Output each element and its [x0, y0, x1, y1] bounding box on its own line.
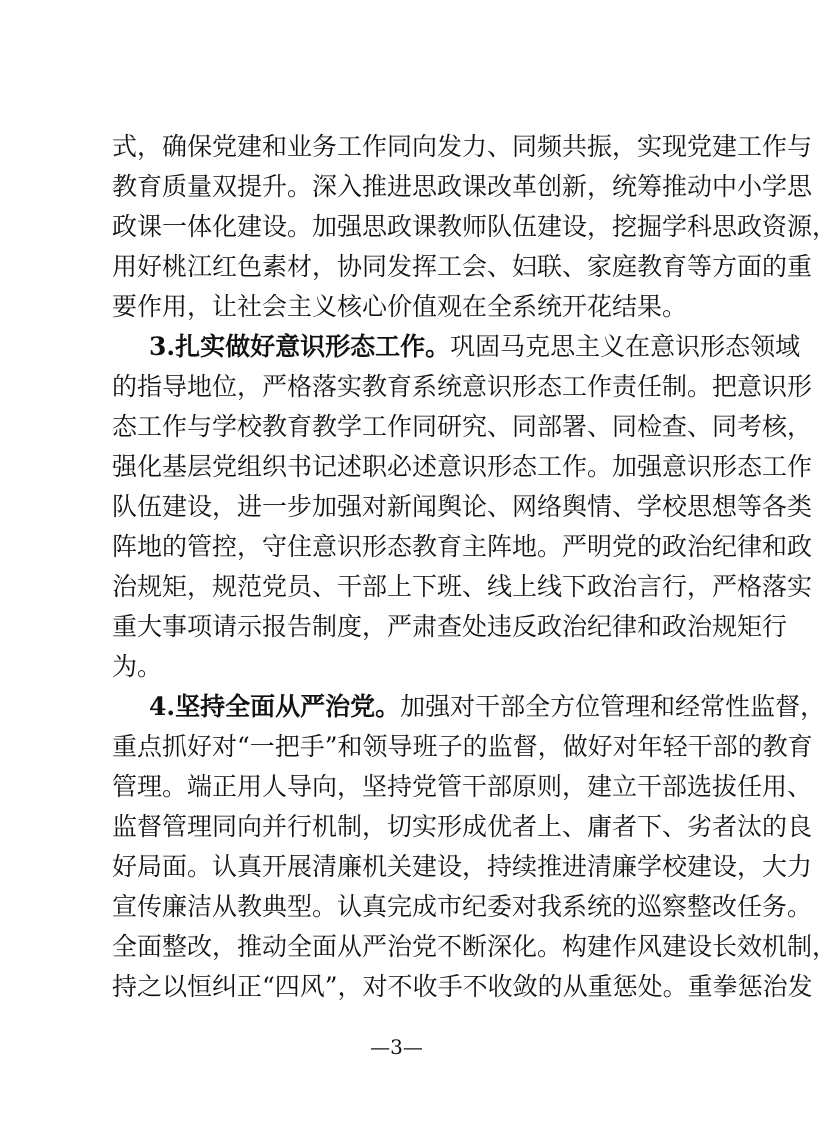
text-line: 重大事项请示报告制度，严肃查处违反政治纪律和政治规矩行 — [112, 612, 788, 641]
page-number: —3— — [370, 1035, 423, 1059]
paragraph-first-line — [112, 687, 826, 727]
section-heading-4: 4.坚持全面从严治党。 — [149, 692, 401, 721]
text-line: 宣传廉洁从教典型。认真完成市纪委对我系统的巡察整改任务。 — [112, 892, 813, 921]
text-line: 治规矩，规范党员、干部上下班、线上线下政治言行，严格落实 — [112, 572, 813, 601]
section-heading-3: 3.扎实做好意识形态工作。 — [149, 332, 451, 361]
paragraph-2 — [112, 327, 813, 687]
text-line: 的指导地位，严格落实教育系统意识形态工作责任制。把意识形 — [112, 372, 813, 401]
text-line: 队伍建设，进一步加强对新闻舆论、网络舆情、学校思想等各类 — [112, 492, 813, 521]
paragraph-3 — [112, 687, 837, 1007]
text-line: 强化基层党组织书记述职必述意识形态工作。加强意识形态工作 — [112, 452, 813, 481]
text-line: 用好桃江红色素材，协同发挥工会、妇联、家庭教育等方面的重 — [112, 252, 813, 281]
paragraph-first-line — [112, 327, 801, 367]
text-line: 好局面。认真开展清廉机关建设，持续推进清廉学校建设，大力 — [112, 852, 813, 881]
text-line: 管理。端正用人导向，坚持党管干部原则，建立干部选拔任用、 — [112, 772, 813, 801]
text-line: 全面整改，推动全面从严治党不断深化。构建作风建设长效机制， — [112, 932, 837, 961]
text-line: 监督管理同向并行机制，切实形成优者上、庸者下、劣者汰的良 — [112, 812, 813, 841]
heading-rest-text: 加强对干部全方位管理和经常性监督， — [400, 692, 826, 721]
text-line: 教育质量双提升。深入推进思政课改革创新，统筹推动中小学思 — [112, 172, 813, 201]
text-line: 为。 — [112, 652, 163, 681]
text-line: 持之以恒纠正“四风”，对不收手不收敛的从重惩处。重拳惩治发 — [112, 972, 813, 1001]
text-line: 重点抓好对“一把手”和领导班子的监督，做好对年轻干部的教育 — [112, 732, 813, 761]
text-line: 式，确保党建和业务工作同向发力、同频共振，实现党建工作与 — [112, 132, 813, 161]
text-line: 阵地的管控，守住意识形态教育主阵地。严明党的政治纪律和政 — [112, 532, 813, 561]
text-line: 政课一体化建设。加强思政课教师队伍建设，挖掘学科思政资源， — [112, 212, 837, 241]
text-line: 态工作与学校教育教学工作同研究、同部署、同检查、同考核， — [112, 412, 813, 441]
text-line: 要作用，让社会主义核心价值观在全系统开花结果。 — [112, 292, 688, 321]
body-text — [112, 127, 837, 1007]
heading-rest-text: 巩固马克思主义在意识形态领域 — [450, 332, 801, 361]
paragraph-1 — [112, 127, 837, 327]
